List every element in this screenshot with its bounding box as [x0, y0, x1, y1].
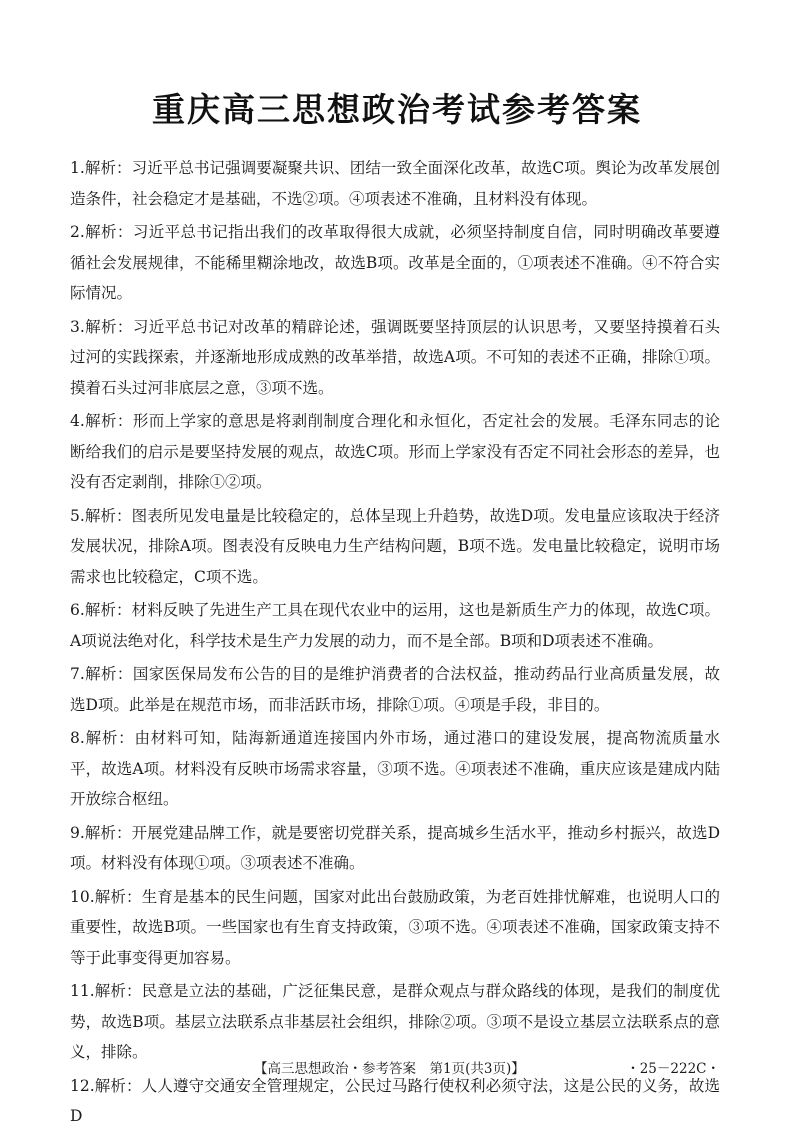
answer-number: 12.	[70, 1076, 95, 1095]
footer-page-info: 【高三思想政治・参考答案 第1页(共3页)】	[254, 1061, 525, 1077]
answer-number: 10.	[70, 887, 95, 906]
answer-text: 解析：图表所见发电量是比较稳定的，总体呈现上升趋势，故选D项。发电量应该取决于经济发展状况，排除A项。图表没有反映电力生产结构问题，B项不选。发电量比较稳定，说明市场需求也比较稳定，C项不选。	[70, 506, 720, 586]
answer-item-2	[70, 217, 720, 309]
answer-text: 解析：材料反映了先进生产工具在现代农业中的运用，这也是新质生产力的体现，故选C项。A项说法绝对化，科学技术是生产力发展的动力，而不是全部。B项和D项表述不准确。	[70, 601, 720, 650]
answer-number: 11.	[70, 982, 95, 1000]
answer-item-11	[70, 976, 720, 1068]
answer-text: 解析：由材料可知，陆海新通道连接国内外市场，通过港口的建设发展，提高物流质量水平，故选A项。材料没有反映市场需求容量，③项不选。④项表述不准确，重庆应该是建成内陆开放综合枢纽。	[70, 729, 720, 808]
footer-code: ・25－222C・	[626, 1061, 720, 1077]
answer-item-4	[70, 406, 720, 498]
answer-number: 6.	[70, 601, 85, 619]
answer-text: 解析：民意是立法的基础，广泛征集民意，是群众观点与群众路线的体现，是我们的制度优势，故选B项。基层立法联系点非基层社会组织，排除②项。③项不是设立基层立法联系点的意义，排除。	[70, 982, 720, 1061]
answer-item-12	[70, 1071, 720, 1132]
answer-item-7	[70, 659, 720, 720]
answer-number: 4.	[70, 412, 85, 430]
answer-text: 解析：国家医保局发布公告的目的是维护消费者的合法权益，推动药品行业高质量发展，故选D项。此举是在规范市场，而非活跃市场，排除①项。④项是手段，非目的。	[70, 665, 720, 714]
answer-text: 解析：习近平总书记强调要凝聚共识、团结一致全面深化改革，故选C项。舆论为改革发展创造条件，社会稳定才是基础，不选②项。④项表述不准确，且材料没有体现。	[70, 159, 720, 208]
page-title: 重庆高三思想政治考试参考答案	[152, 90, 642, 129]
answer-number: 8.	[70, 729, 85, 747]
answer-text: 解析：开展党建品牌工作，就是要密切党群关系，提高城乡生活水平，推动乡村振兴，故选D项。材料没有体现①项。③项表述不准确。	[70, 823, 720, 872]
answer-item-9	[70, 818, 720, 879]
answer-number: 7.	[70, 665, 85, 683]
answer-item-1	[70, 153, 720, 214]
answer-list	[70, 153, 720, 1135]
answer-text: 解析：形而上学家的意思是将剥削制度合理化和永恒化，否定社会的发展。毛泽东同志的论断给我们的启示是要坚持发展的观点，故选C项。形而上学家没有否定不同社会形态的差异，也没有否定剥削，排除①②项。	[70, 412, 720, 491]
answer-item-8	[70, 723, 720, 815]
answer-number: 2.	[70, 223, 85, 241]
answer-number: 3.	[70, 317, 85, 336]
answer-number: 9.	[70, 823, 85, 842]
answer-item-5	[70, 501, 720, 593]
answer-number: 1.	[70, 159, 85, 177]
page-footer	[0, 1057, 794, 1079]
answer-text: 解析：生育是基本的民生问题，国家对此出台鼓励政策，为老百姓排忧解难，也说明人口的重要性，故选B项。一些国家也有生育支持政策，③项不选。④项表述不准确，国家政策支持不等于此事变得更加容易。	[70, 887, 720, 967]
answer-text: 解析：习近平总书记对改革的精辟论述，强调既要坚持顶层的认识思考，又要坚持摸着石头过河的实践探索，并逐渐地形成成熟的改革举措，故选A项。不可知的表述不正确，排除①项。摸着石头过河非底层之意，③项不选。	[70, 317, 720, 397]
answer-number: 5.	[70, 506, 85, 525]
answer-item-3	[70, 312, 720, 404]
answer-item-6	[70, 595, 720, 656]
answer-text: 解析：人人遵守交通安全管理规定，公民过马路行使权利必须守法，这是公民的义务，故选D	[70, 1076, 720, 1125]
answer-item-10	[70, 882, 720, 974]
answer-text: 解析：习近平总书记指出我们的改革取得很大成就，必须坚持制度自信，同时明确改革要遵循社会发展规律，不能稀里糊涂地改，故选B项。改革是全面的，①项表述不准确。④不符合实际情况。	[70, 223, 720, 302]
